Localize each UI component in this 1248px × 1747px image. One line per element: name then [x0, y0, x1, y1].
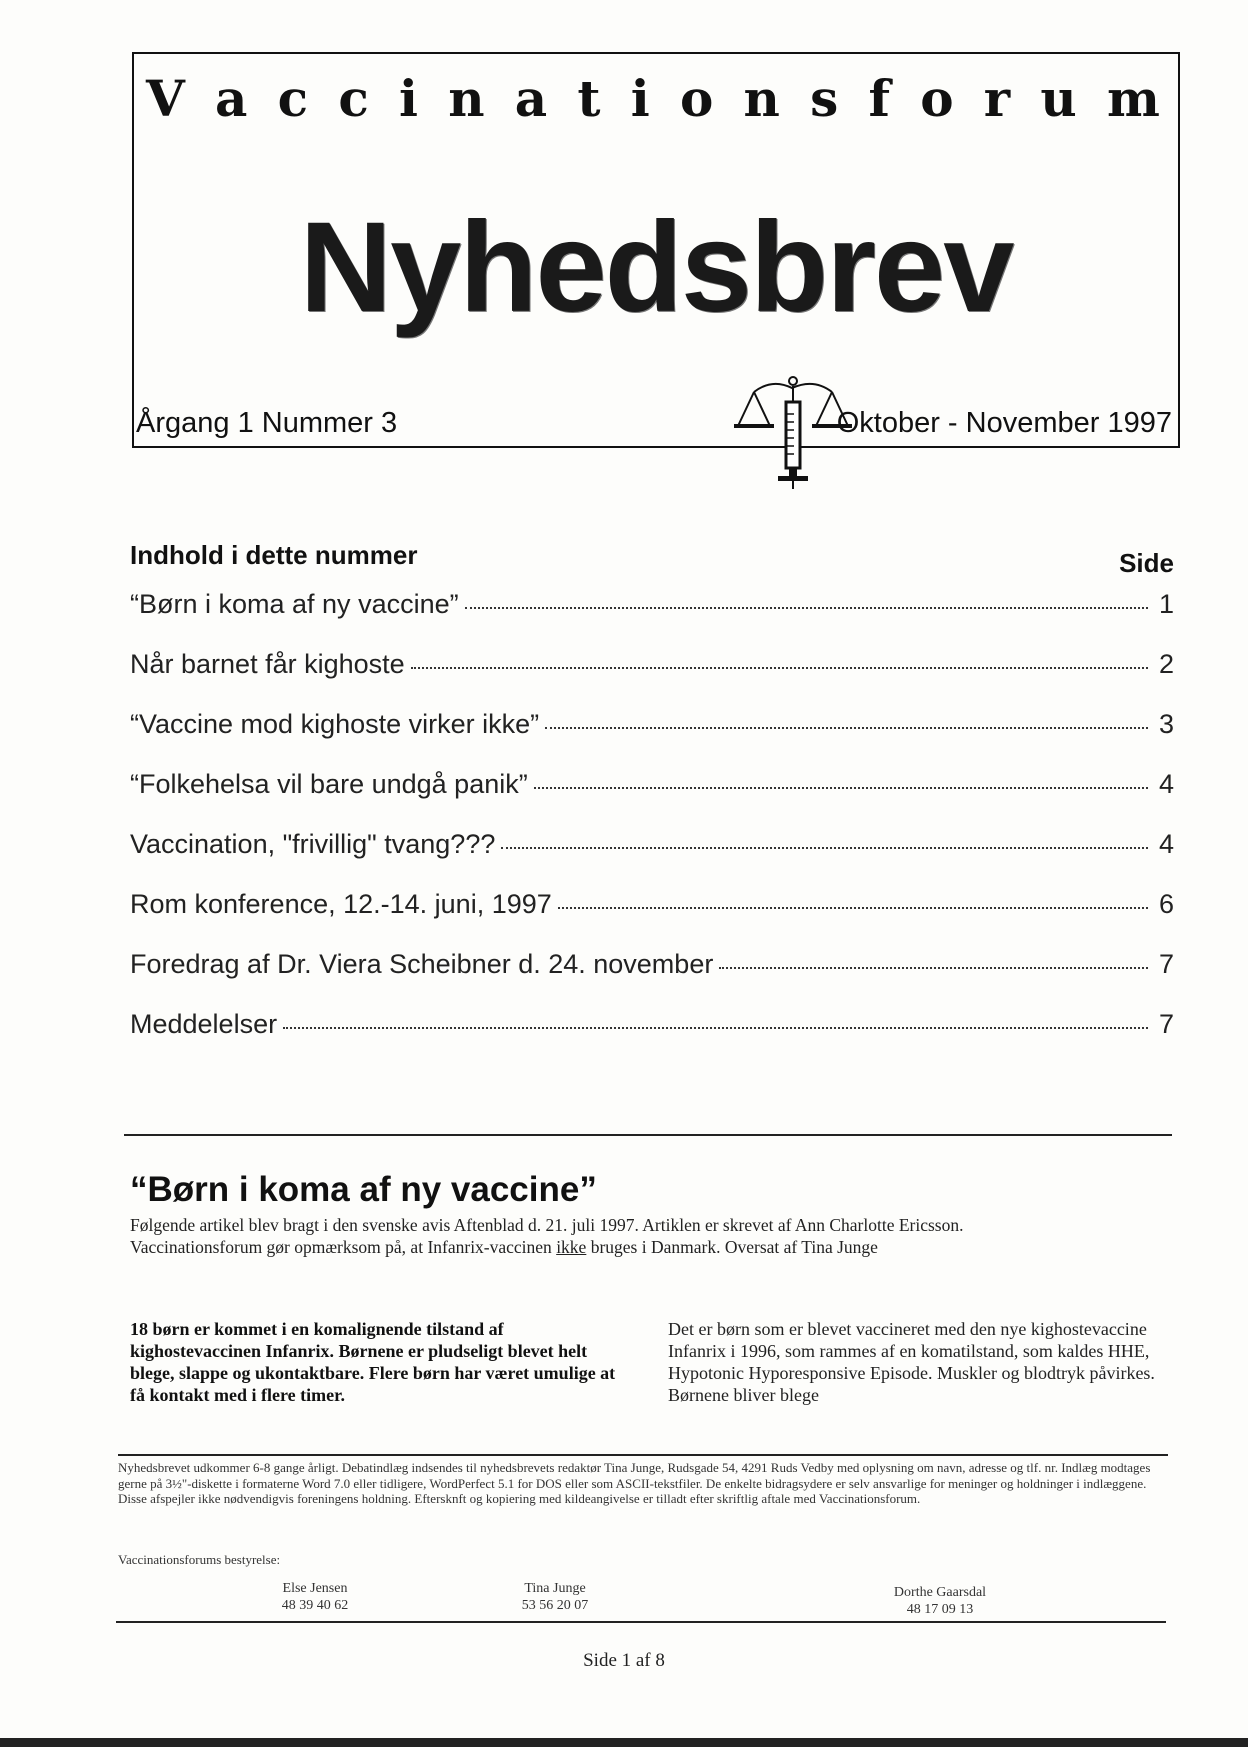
toc-item: [130, 829, 1174, 889]
toc-item: [130, 889, 1174, 949]
toc-item: [130, 769, 1174, 829]
toc-heading: Indhold i dette nummer: [130, 540, 418, 570]
brand-name: [134, 69, 1178, 128]
brand-letter: a: [514, 69, 548, 128]
brand-letter: o: [679, 69, 714, 128]
toc-item-title: Meddelelser: [130, 1009, 278, 1039]
toc-item-title: Foredrag af Dr. Viera Scheibner d. 24. november: [130, 949, 714, 979]
toc-item-title: Rom konference, 12.-14. juni, 1997: [130, 889, 552, 919]
intro-text: bruges i Danmark. Oversat af Tina Junge: [586, 1237, 878, 1257]
issue-row: [134, 402, 1178, 442]
brand-letter: c: [277, 69, 309, 128]
brand-letter: s: [810, 69, 839, 128]
footer-info: Nyhedsbrevet udkommer 6-8 gange årligt. Debatindlæg indsendes til nyhedsbrevets redaktør Tina Junge, Rudsgade 54, 4291 Ruds Vedby med oplysning om navn, adresse og tlf. nr. Indlæg modtages gerne på 3½"-diskette i formaterne Word 7.0 eller tidligere, WordPerfect 5.1 for DOS eller som ASCII-tekstfiler. De enkelte bidragsydere er selv ansvarlige for meninger og holdninger i indlæggene. Disse afspejler ikke nødvendigvis foreningens holdning. Eftersknft og kopiering med kildeangivelse er tilladt efter skriftlig aftale med Vaccinationsforum.: [118, 1460, 1151, 1506]
toc-item-page: 1: [1158, 589, 1174, 619]
brand-letter: n: [743, 69, 780, 128]
toc-leader: [283, 1027, 1148, 1029]
brand-letter: f: [868, 69, 890, 128]
brand-letter: m: [1106, 69, 1160, 128]
board-member: [870, 1584, 1010, 1618]
brand-letter: c: [338, 69, 369, 128]
intro-text: Vaccinationsforum gør opmærksom på, at Infanrix-vaccinen: [130, 1237, 557, 1257]
board-member-name: Tina Junge: [524, 1581, 586, 1596]
toc-leader: [534, 787, 1148, 789]
toc-leader: [411, 667, 1148, 669]
toc-item: [130, 589, 1174, 649]
toc-item-title: “Folkehelsa vil bare undgå panik”: [130, 769, 528, 799]
toc-item: [130, 649, 1174, 709]
page-number: Side 1 af 8: [583, 1650, 665, 1671]
intro-line-1: Følgende artikel blev bragt i den svenske avis Aftenblad d. 21. juli 1997. Artiklen er skrevet af Ann Charlotte Ericsson.: [130, 1215, 964, 1235]
brand-letter: a: [215, 69, 248, 128]
brand-letter: n: [448, 69, 485, 128]
board-member-phone: 48 17 09 13: [906, 1602, 974, 1617]
brand-letter: V: [146, 69, 185, 128]
brand-letter: r: [983, 69, 1011, 128]
intro-line-2: [130, 1236, 1170, 1258]
article-title: “Børn i koma af ny vaccine”: [130, 1170, 597, 1209]
board-member: [260, 1580, 370, 1614]
toc-item-page: 7: [1158, 1009, 1174, 1039]
toc-item: [130, 949, 1174, 1009]
intro-emphasis: ikke: [556, 1237, 587, 1257]
toc-item-title: Vaccination, "frivillig" tvang???: [130, 829, 496, 859]
footer-divider: [118, 1454, 1168, 1456]
toc-item-page: 2: [1158, 649, 1174, 679]
toc-item-title: “Vaccine mod kighoste virker ikke”: [130, 709, 540, 739]
article-body: Det er børn som er blevet vaccineret med den nye kighostevaccine Infanrix i 1996, som rammes af en komatilstand, som kaldes HHE, Hypotonic Hyporesponsive Episode. Muskler og blodtryk påvirkes. Børnene bliver blege: [668, 1319, 1155, 1405]
toc-leader: [545, 727, 1148, 729]
board-member: [500, 1580, 610, 1614]
board-label: Vaccinationsforums bestyrelse:: [118, 1552, 281, 1567]
brand-letter: i: [398, 69, 418, 128]
brand-letter: u: [1040, 69, 1077, 128]
issue-number: Årgang 1 Nummer 3: [136, 407, 398, 439]
brand-letter: t: [577, 69, 601, 128]
toc-item-page: 4: [1158, 829, 1174, 859]
board-member-name: Else Jensen: [282, 1581, 348, 1596]
toc-item: [130, 1009, 1174, 1069]
toc-leader: [501, 847, 1148, 849]
issue-date: Oktober - November 1997: [836, 407, 1172, 439]
table-of-contents: [130, 540, 1174, 1069]
toc-leader: [558, 907, 1148, 909]
brand-letter: i: [630, 69, 650, 128]
toc-leader: [719, 967, 1148, 969]
toc-list: [130, 589, 1174, 1069]
toc-item-page: 7: [1158, 949, 1174, 979]
toc-side-label: Side: [1119, 548, 1174, 578]
toc-item-page: 4: [1158, 769, 1174, 799]
article-lead: 18 børn er kommet i en komalignende tilstand af kighostevaccinen Infanrix. Børnene er pludseligt blevet helt blege, slappe og ukontaktbare. Flere børn har været umulige at få kontakt med i flere timer.: [130, 1319, 616, 1405]
masthead: [132, 52, 1180, 448]
board-member-phone: 48 39 40 62: [281, 1598, 349, 1613]
toc-item-page: 6: [1158, 889, 1174, 919]
section-divider: [124, 1134, 1172, 1136]
board-divider: [116, 1621, 1166, 1623]
toc-item-page: 3: [1158, 709, 1174, 739]
brand-letter: o: [920, 69, 954, 128]
board-member-name: Dorthe Gaarsdal: [893, 1585, 987, 1600]
newsletter-title: Nyhedsbrev: [299, 196, 1013, 339]
scan-edge: [0, 1738, 1248, 1747]
toc-item-title: Når barnet får kighoste: [130, 649, 405, 679]
toc-item-title: “Børn i koma af ny vaccine”: [130, 589, 459, 619]
toc-header: [130, 540, 1174, 578]
toc-leader: [465, 607, 1148, 609]
board-member-phone: 53 56 20 07: [521, 1598, 589, 1613]
article-intro: [130, 1214, 1170, 1258]
toc-item: [130, 709, 1174, 769]
